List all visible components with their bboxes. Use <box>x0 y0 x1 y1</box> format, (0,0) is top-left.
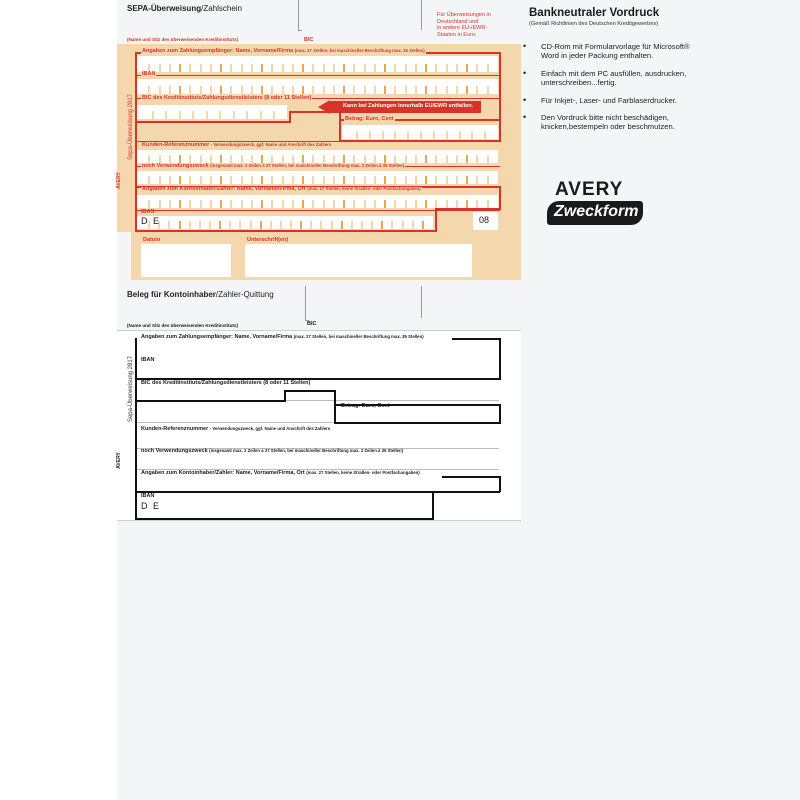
character-tick <box>323 200 325 208</box>
character-tick <box>159 200 161 208</box>
character-tick <box>394 131 396 139</box>
character-tick <box>446 176 448 184</box>
character-tick <box>261 200 263 208</box>
upper-payer-label: Angaben zum Kontoinhaber/Zahler: Name, Vorname/Firma, Ort (max. 27 Stellen, keine Straßen- oder Postfachangaben) <box>142 186 421 192</box>
character-tick <box>282 200 284 208</box>
character-tick <box>425 64 427 72</box>
lower-payee-label: Angaben zum Zahlungsempfänger: Name, Vorname/Firma (max. 27 Stellen, bei maschineller Beschriftung max. 35 Stellen) <box>141 334 424 340</box>
character-tick <box>435 200 437 208</box>
character-tick <box>394 200 396 208</box>
character-tick <box>292 64 294 72</box>
character-tick <box>356 131 358 139</box>
character-tick <box>199 221 201 229</box>
character-tick <box>476 86 478 94</box>
character-tick <box>312 200 314 208</box>
character-tick <box>312 176 314 184</box>
character-tick <box>200 176 202 184</box>
upper-bic-bank-label: BIC des Kreditinstituts/Zahlungsdienstleisters (8 oder 11 Stellen) <box>142 95 312 101</box>
character-tick <box>466 86 468 94</box>
upper-amount-label: Betrag: Euro, Cent <box>345 116 394 122</box>
character-tick <box>435 176 437 184</box>
character-tick <box>261 64 263 72</box>
character-tick <box>312 86 314 94</box>
character-tick <box>239 221 241 229</box>
feature-item: • Für Inkjet-, Laser- und Farblaserdrucker. <box>521 96 691 105</box>
character-tick <box>179 64 181 72</box>
character-tick <box>353 176 355 184</box>
character-tick <box>415 176 417 184</box>
upper-payer-iban-label: IBAN <box>141 209 155 215</box>
character-tick <box>333 176 335 184</box>
character-tick <box>384 64 386 72</box>
character-tick <box>415 200 417 208</box>
character-tick <box>343 64 345 72</box>
character-tick <box>435 155 437 163</box>
lower-side-text: Sepa-Überweisung 2817 <box>128 355 134 423</box>
character-tick <box>456 64 458 72</box>
character-tick <box>302 86 304 94</box>
character-tick <box>148 176 150 184</box>
upper-form-code: 08 <box>479 215 490 225</box>
lower-bank-name-label: (Name und Sitz des überweisenden Kreditinstituts) <box>127 323 239 328</box>
character-tick <box>148 200 150 208</box>
character-tick <box>391 221 393 229</box>
character-tick <box>282 155 284 163</box>
character-tick <box>273 111 275 119</box>
info-subtitle: (Gemäß Richtlinien des Deutschen Kreditgewerbes) <box>529 21 659 27</box>
character-tick <box>220 155 222 163</box>
character-tick <box>484 131 486 139</box>
character-tick <box>179 86 181 94</box>
character-tick <box>165 111 167 119</box>
character-tick <box>200 155 202 163</box>
character-tick <box>200 64 202 72</box>
character-tick <box>341 221 343 229</box>
character-tick <box>353 155 355 163</box>
character-tick <box>374 64 376 72</box>
character-tick <box>422 221 424 229</box>
character-tick <box>476 155 478 163</box>
character-tick <box>210 176 212 184</box>
character-tick <box>251 155 253 163</box>
character-tick <box>459 131 461 139</box>
character-tick <box>148 221 150 229</box>
character-tick <box>271 176 273 184</box>
character-tick <box>384 155 386 163</box>
character-tick <box>394 64 396 72</box>
character-tick <box>364 64 366 72</box>
character-tick <box>250 221 252 229</box>
character-tick <box>300 221 302 229</box>
character-tick <box>466 64 468 72</box>
upper-iban-label: IBAN <box>142 71 156 77</box>
character-tick <box>351 221 353 229</box>
character-tick <box>251 200 253 208</box>
character-tick <box>312 155 314 163</box>
upper-reference-label: Kunden-Referenznummer - Verwendungszweck, ggf. Name und Anschrift des Zahlers <box>142 142 332 148</box>
character-tick <box>323 86 325 94</box>
character-tick <box>179 111 181 119</box>
character-tick <box>310 221 312 229</box>
eu-notice-text: Kann bei Zahlungen innerhalb EU/EWR entfallen. <box>343 103 474 109</box>
feature-list <box>521 42 691 140</box>
character-tick <box>487 64 489 72</box>
character-tick <box>374 155 376 163</box>
character-tick <box>210 64 212 72</box>
character-tick <box>415 64 417 72</box>
character-tick <box>446 155 448 163</box>
upper-signature-label: Unterschrift(en) <box>247 237 289 243</box>
lower-reference-label: Kunden-Referenznummer - Verwendungszweck, ggf. Name und Anschrift des Zahlers <box>141 426 331 432</box>
character-tick <box>446 64 448 72</box>
character-tick <box>290 221 292 229</box>
upper-payee-label: Angaben zum Zahlungsempfänger: Name, Vorname/Firma (max. 27 Stellen, bei maschineller Beschriftung max. 35 Stellen) <box>142 48 425 54</box>
character-tick <box>446 131 448 139</box>
character-tick <box>466 176 468 184</box>
character-tick <box>466 155 468 163</box>
character-tick <box>323 64 325 72</box>
character-tick <box>405 200 407 208</box>
character-tick <box>192 111 194 119</box>
character-tick <box>425 176 427 184</box>
character-tick <box>179 200 181 208</box>
upper-date-label: Datum <box>143 237 161 243</box>
lower-payer-label: Angaben zum Kontoinhaber/Zahler: Name, Vorname/Firma, Ort (max. 27 Stellen, keine Straßen- oder Postfachangaben) <box>141 470 420 476</box>
character-tick <box>374 200 376 208</box>
character-tick <box>189 176 191 184</box>
character-tick <box>343 155 345 163</box>
character-tick <box>353 64 355 72</box>
lower-amount-label: Betrag: Euro, Cent <box>341 403 390 409</box>
character-tick <box>169 64 171 72</box>
character-tick <box>333 64 335 72</box>
character-tick <box>241 200 243 208</box>
character-tick <box>292 200 294 208</box>
character-tick <box>271 200 273 208</box>
character-tick <box>487 86 489 94</box>
character-tick <box>271 64 273 72</box>
lower-iban-prefix-d: D <box>141 501 148 511</box>
character-tick <box>333 200 335 208</box>
character-tick <box>229 221 231 229</box>
info-panel <box>521 0 800 800</box>
character-tick <box>487 200 489 208</box>
character-tick <box>189 221 191 229</box>
upper-bank-name-label: (Name und Sitz des überweisenden Kreditinstituts) <box>127 37 239 42</box>
character-tick <box>189 64 191 72</box>
character-tick <box>148 155 150 163</box>
character-tick <box>394 86 396 94</box>
character-tick <box>292 155 294 163</box>
character-tick <box>280 221 282 229</box>
character-tick <box>159 176 161 184</box>
character-tick <box>394 155 396 163</box>
lower-form <box>117 286 521 526</box>
character-tick <box>466 200 468 208</box>
upper-iban-prefix-e: E <box>153 216 160 226</box>
character-tick <box>169 176 171 184</box>
character-tick <box>233 111 235 119</box>
logo-avery-text: AVERY <box>555 179 624 200</box>
upper-form <box>117 0 521 290</box>
character-tick <box>364 200 366 208</box>
character-tick <box>159 64 161 72</box>
character-tick <box>159 155 161 163</box>
character-tick <box>456 200 458 208</box>
character-tick <box>446 200 448 208</box>
upper-side-logo: AVERY <box>115 172 122 189</box>
character-tick <box>230 200 232 208</box>
character-tick <box>476 176 478 184</box>
character-tick <box>412 221 414 229</box>
character-tick <box>220 200 222 208</box>
character-tick <box>371 221 373 229</box>
character-tick <box>292 86 294 94</box>
character-tick <box>152 111 154 119</box>
character-tick <box>210 200 212 208</box>
character-tick <box>241 86 243 94</box>
character-tick <box>364 176 366 184</box>
character-tick <box>420 131 422 139</box>
character-tick <box>292 176 294 184</box>
character-tick <box>200 86 202 94</box>
feature-item: • Den Vordruck bitte nicht beschädigen, knicken,bestempeln oder beschmutzen. <box>521 113 691 132</box>
upper-side-text: Sepa-Überweisung 2817 <box>128 93 134 161</box>
character-tick <box>230 64 232 72</box>
logo-zweckform-text: Zweckform <box>554 203 639 220</box>
info-title: Bankneutraler Vordruck <box>529 7 660 19</box>
character-tick <box>241 176 243 184</box>
character-tick <box>361 221 363 229</box>
lower-iban-prefix-e: E <box>153 501 160 511</box>
character-tick <box>471 131 473 139</box>
lower-purpose-label: noch Verwendungszweck (insgesamt max. 2 Zeilen à 27 Stellen, bei maschineller Beschriftung max. 2 Zeilen à 35 Stellen) <box>141 448 404 454</box>
character-tick <box>353 86 355 94</box>
character-tick <box>476 64 478 72</box>
character-tick <box>384 176 386 184</box>
character-tick <box>189 86 191 94</box>
character-tick <box>210 86 212 94</box>
character-tick <box>405 64 407 72</box>
character-tick <box>271 155 273 163</box>
lower-payer-iban-label: IBAN <box>141 493 155 499</box>
character-tick <box>260 111 262 119</box>
character-tick <box>169 86 171 94</box>
character-tick <box>353 200 355 208</box>
character-tick <box>456 86 458 94</box>
character-tick <box>302 176 304 184</box>
character-tick <box>219 221 221 229</box>
character-tick <box>381 221 383 229</box>
character-tick <box>369 131 371 139</box>
character-tick <box>405 155 407 163</box>
lower-bic-bank-label: BIC des Kreditinstituts/Zahlungsdienstleisters (8 oder 11 Stellen) <box>141 380 311 386</box>
character-tick <box>230 176 232 184</box>
character-tick <box>374 86 376 94</box>
character-tick <box>148 86 150 94</box>
character-tick <box>446 86 448 94</box>
character-tick <box>189 155 191 163</box>
character-tick <box>323 176 325 184</box>
character-tick <box>425 200 427 208</box>
character-tick <box>282 176 284 184</box>
character-tick <box>179 176 181 184</box>
character-tick <box>282 86 284 94</box>
character-tick <box>230 155 232 163</box>
character-tick <box>415 155 417 163</box>
character-tick <box>241 155 243 163</box>
character-tick <box>261 86 263 94</box>
character-tick <box>168 221 170 229</box>
character-tick <box>405 176 407 184</box>
character-tick <box>200 200 202 208</box>
character-tick <box>251 64 253 72</box>
avery-zweckform-logo <box>535 180 645 230</box>
lower-bic-label: BIC <box>307 321 317 327</box>
character-tick <box>230 86 232 94</box>
upper-purpose-label: noch Verwendungszweck (insgesamt max. 2 Zeilen à 27 Stellen, bei maschineller Beschriftung max. 2 Zeilen à 35 Stellen) <box>142 163 405 169</box>
feature-item: • Einfach mit dem PC ausfüllen, ausdrucken, unterschreiben...fertig. <box>521 69 691 88</box>
character-tick <box>343 200 345 208</box>
character-tick <box>189 200 191 208</box>
character-tick <box>302 200 304 208</box>
character-tick <box>261 155 263 163</box>
character-tick <box>456 176 458 184</box>
character-tick <box>312 64 314 72</box>
character-tick <box>206 111 208 119</box>
lower-iban-label: IBAN <box>141 357 155 363</box>
character-tick <box>374 176 376 184</box>
character-tick <box>270 221 272 229</box>
character-tick <box>384 86 386 94</box>
upper-form-title: SEPA-Überweisung/Zahlschein <box>127 4 243 13</box>
character-tick <box>210 155 212 163</box>
character-tick <box>302 64 304 72</box>
character-tick <box>331 221 333 229</box>
character-tick <box>260 221 262 229</box>
character-tick <box>394 176 396 184</box>
character-tick <box>382 131 384 139</box>
character-tick <box>209 221 211 229</box>
character-tick <box>333 86 335 94</box>
character-tick <box>487 155 489 163</box>
character-tick <box>487 176 489 184</box>
character-tick <box>271 86 273 94</box>
character-tick <box>456 155 458 163</box>
character-tick <box>179 221 181 229</box>
character-tick <box>407 131 409 139</box>
upper-bic-label: BIC <box>304 37 314 43</box>
character-tick <box>333 155 335 163</box>
character-tick <box>415 86 417 94</box>
character-tick <box>302 155 304 163</box>
character-tick <box>169 155 171 163</box>
character-tick <box>159 86 161 94</box>
character-tick <box>323 155 325 163</box>
character-tick <box>282 64 284 72</box>
character-tick <box>251 86 253 94</box>
character-tick <box>241 64 243 72</box>
lower-form-title: Beleg für Kontoinhaber/Zahler-Quittung <box>127 290 274 299</box>
upper-iban-prefix-d: D <box>141 216 148 226</box>
lower-side-logo: AVERY <box>115 452 122 469</box>
character-tick <box>246 111 248 119</box>
character-tick <box>364 86 366 94</box>
character-tick <box>261 176 263 184</box>
character-tick <box>384 200 386 208</box>
upper-notice: Für Überweisungen in Deutschland und in andere EU-/EWR- Staaten in Euro. <box>437 12 491 38</box>
character-tick <box>343 86 345 94</box>
character-tick <box>169 200 171 208</box>
character-tick <box>251 176 253 184</box>
character-tick <box>219 111 221 119</box>
character-tick <box>220 86 222 94</box>
character-tick <box>220 176 222 184</box>
character-tick <box>425 86 427 94</box>
feature-item: • CD-Rom mit Formularvorlage für Microsoft® Word in jeder Packung enthalten. <box>521 42 691 61</box>
character-tick <box>320 221 322 229</box>
character-tick <box>220 64 222 72</box>
character-tick <box>343 176 345 184</box>
character-tick <box>435 86 437 94</box>
character-tick <box>179 155 181 163</box>
character-tick <box>405 86 407 94</box>
character-tick <box>433 131 435 139</box>
character-tick <box>435 64 437 72</box>
character-tick <box>364 155 366 163</box>
character-tick <box>425 155 427 163</box>
character-tick <box>476 200 478 208</box>
character-tick <box>402 221 404 229</box>
